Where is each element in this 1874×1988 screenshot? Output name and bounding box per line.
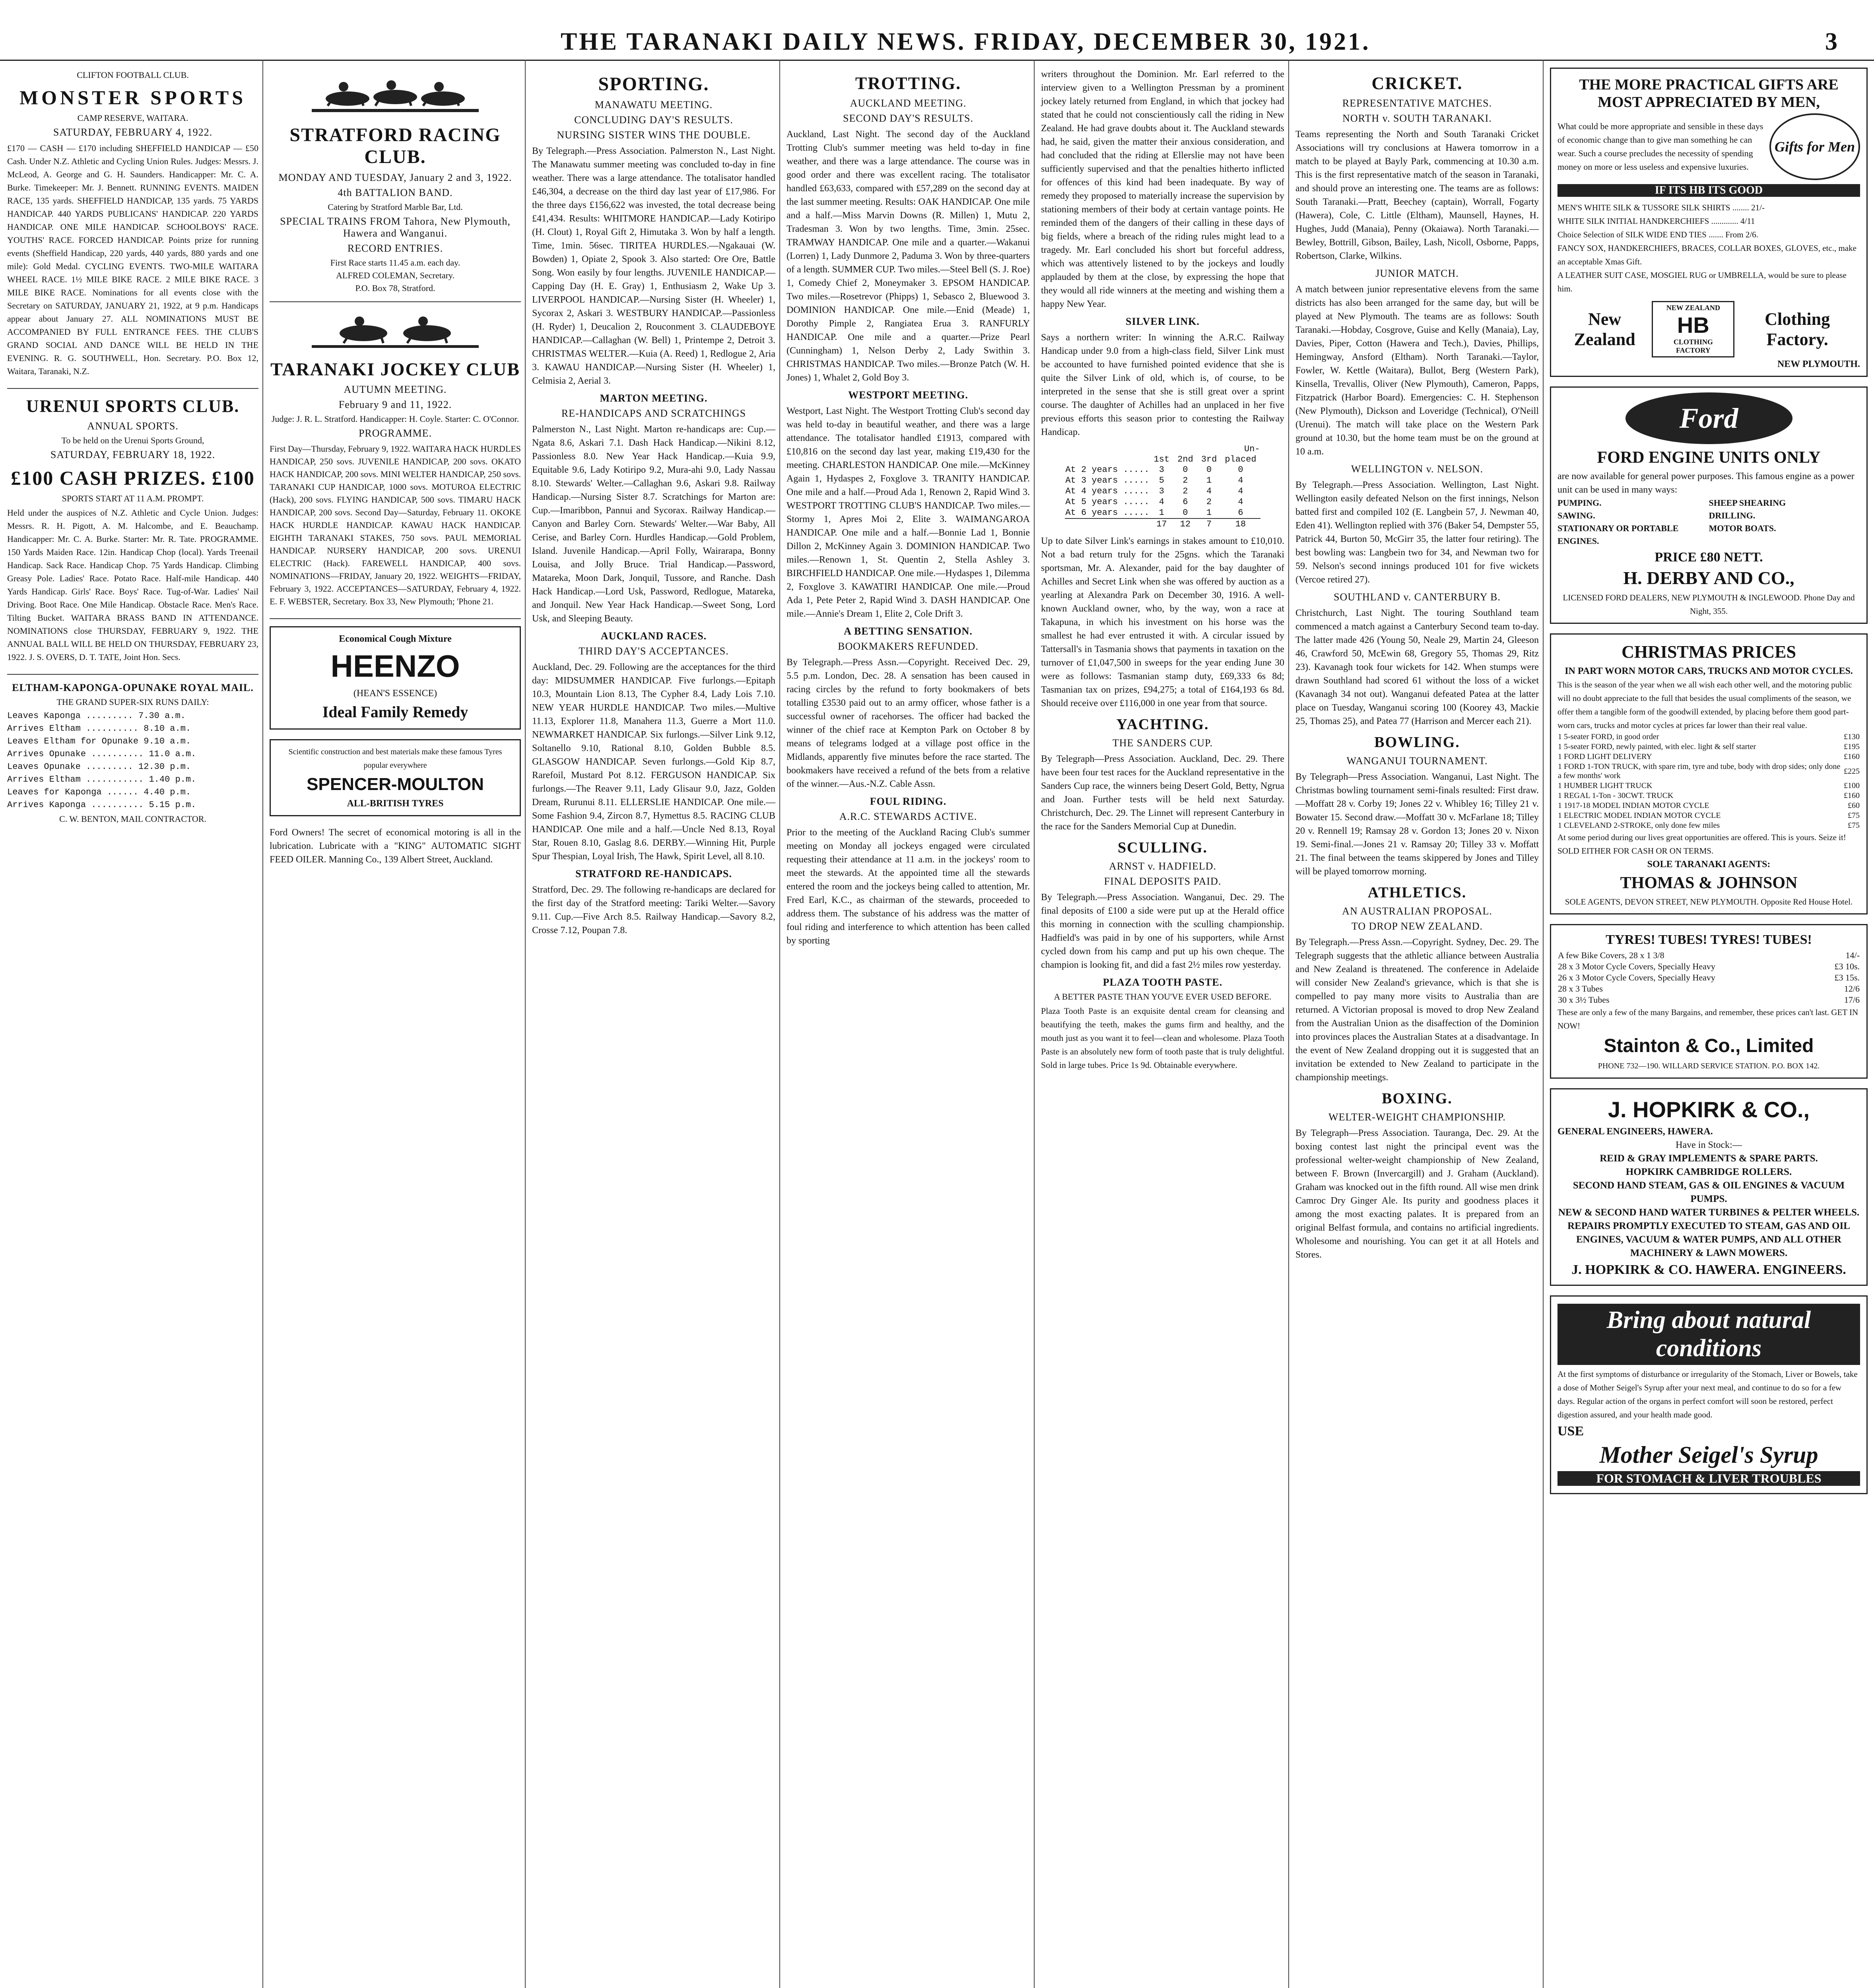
- article-body: By Telegraph—Press Association. Tauranga, Dec. 29. At the boxing contest last night the principal event was the professional welter-weight championship of New Zealand, between F. Brown (Invercargill) and J. Graham (Auckland). Graham was knocked out in the fifth round. All wise men drink Camroc Dry Ginger Ale. Its purity and goodness places it among the most exacting palates. It is prepared from an original Belfast formula, and contains no artificial ingredients. Wholesome and nourishing. You can get it at all Hotels and Stores.: [1295, 1128, 1539, 1260]
- timetable-row: Leaves Eltham for Opunake 9.10 a.m.: [7, 736, 191, 746]
- price-item: 1 HUMBER LIGHT TRUCK: [1558, 781, 1653, 790]
- table-header-cell: 3rd: [1201, 454, 1217, 464]
- column-3: [529, 60, 779, 1988]
- ad-firm: J. HOPKIRK & CO.,: [1608, 1097, 1810, 1122]
- article-body: By Telegraph.—Press Assn.—Copyright. Received Dec. 29, 5.5 p.m. London, Dec. 28. A sensation has been caused in racing circles by the refund to forty bookmakers of bets totalling £3530 paid out to an army officer, whose father is a successful owner of racehorses. The officer had backed the winner of the chief race at Kempton Park on October 8 by means of telegrams lodged at a village post office in the Midlands, apparently five minutes before the race started. The bookmakers have received a refund of the bets from a relative of the winner.—Aus.-N.Z. Cable Assn.: [786, 657, 1030, 789]
- column-rule: [1543, 60, 1544, 1988]
- price-list: [1557, 732, 1860, 831]
- brand-name: SPENCER-MOULTON: [307, 775, 484, 794]
- article-body: By Telegraph.—Press Assn.—Copyright. Sydney, Dec. 29. The Telegraph suggests that the athletic alliance between Australia and New Zealand is threatened. The conference in Adelaide will consider New Zealand's grievance, which is that she is compelled to pay many more visits to Australia than are returned. A Victorian proposal is moved to drop New Zealand from the Australian Union as the disaffection of the Dominion into provinces places the Australian States at a disadvantage. In the event of New Zealand dropping out it is suggested that an invitation be extended to New Zealand to participate in the championship meetings.: [1295, 937, 1539, 1083]
- column-2: [266, 60, 524, 1988]
- column-rule: [1034, 60, 1035, 1988]
- timetable-row: Arrives Opunake .......... 11.0 a.m.: [7, 749, 196, 759]
- ad-subtitle: AUTUMN MEETING.: [344, 384, 447, 395]
- ad-headline: TYRES! TUBES! TYRES! TUBES!: [1606, 932, 1812, 947]
- column-rule: [779, 60, 780, 1988]
- hb-logo-bottom: CLOTHING FACTORY: [1673, 338, 1713, 354]
- table-cell: 4: [1238, 476, 1243, 485]
- ad-start: SPORTS START AT 11 A.M. PROMPT.: [62, 493, 204, 503]
- table-cell: 7: [1206, 519, 1212, 529]
- ad-signature: C. W. BENTON, MAIL CONTRACTOR.: [59, 814, 206, 824]
- gifts-for-men-ad: [1550, 68, 1868, 377]
- article-heading: FOUL RIDING.: [870, 796, 947, 807]
- ad-item: A LEATHER SUIT CASE, MOSGIEL RUG or UMBRELLA, would be sure to please him.: [1557, 270, 1847, 293]
- ford-engine-ad: [1550, 386, 1868, 624]
- article-body: Says a northern writer: In winning the A.R.C. Railway Handicap under 9.0 from a high-class field, Silver Link must be accounted to have furnished pointed evidence that she is quite the Silver Link of old, which is, of course, to be interpreted in the sense that she is still great over a sprint course. The daughter of Achilles had an unplaced in her five previous efforts this season prior to contesting the Railway Handicap.: [1041, 332, 1284, 437]
- ford-logo: Ford: [1625, 392, 1792, 444]
- ad-footer-left: New Zealand: [1574, 309, 1635, 349]
- ad-subheadline: IN PART WORN MOTOR CARS, TRUCKS AND MOTOR CYCLES.: [1565, 666, 1853, 676]
- price-item: 30 x 3½ Tubes: [1558, 995, 1610, 1005]
- article-subheading: ARNST v. HADFIELD.: [1109, 860, 1217, 872]
- timetable-row: Arrives Eltham ........... 1.40 p.m.: [7, 775, 196, 784]
- table-header-cell: 1st: [1154, 454, 1170, 464]
- price-value: £3 10s.: [1834, 961, 1860, 971]
- horse-racing-illustration: [270, 309, 521, 353]
- christmas-prices-ad: [1550, 633, 1868, 914]
- brand-subtitle: ALL-BRITISH TYRES: [347, 798, 444, 809]
- article-body: Stratford, Dec. 29. The following re-handicaps are declared for the first day of the Stratford meeting: Tariki Welter.—Savory 9.11. Cup.—Five Arch 8.5. Railway Handicap.—Savory 8.2, Crosse 7.12, Poupan 7.8.: [532, 885, 775, 936]
- ad-title: URENUI SPORTS CLUB.: [26, 396, 240, 416]
- ford-use: SHEEP SHEARING: [1709, 498, 1786, 508]
- article-heading: WESTPORT MEETING.: [848, 389, 968, 401]
- table-cell: 0: [1183, 465, 1188, 475]
- horse-racing-illustration: [270, 71, 521, 118]
- table-cell: [1065, 518, 1150, 530]
- section-heading: CRICKET.: [1371, 74, 1463, 93]
- article-heading: SILVER LINK.: [1126, 316, 1200, 327]
- ad-date: SATURDAY, FEBRUARY 18, 1922.: [50, 449, 216, 460]
- column-6: [1292, 60, 1542, 1988]
- price-row: [1557, 950, 1860, 961]
- price-item: 1 FORD LIGHT DELIVERY: [1558, 752, 1652, 761]
- gifts-for-men-logo: Gifts for Men: [1769, 113, 1860, 180]
- urenui-sports-ad: [7, 396, 258, 675]
- price-item: 28 x 3 Motor Cycle Covers, Specially Heavy: [1558, 961, 1715, 971]
- ford-use: PUMPING.: [1557, 498, 1602, 508]
- article-subheading: AN AUSTRALIAN PROPOSAL.: [1342, 905, 1492, 917]
- royal-mail-ad: [7, 682, 258, 824]
- ad-price: PRICE £80 NETT.: [1655, 550, 1763, 565]
- ad-stock-label: Have in Stock:—: [1676, 1140, 1742, 1150]
- article-heading: MARTON MEETING.: [600, 392, 708, 404]
- price-value: £60: [1848, 801, 1860, 810]
- price-value: £160: [1844, 752, 1860, 761]
- article-body: writers throughout the Dominion. Mr. Earl referred to the interview given to a Wellington Pressman by a prominent jockey lately returned from England, in which that jockey had stated that he could not conscientiously call the riding in New Zealand. He had grave doubts about it. The Auckland stewards had, he said, given the matter their anxious consideration, and had concluded that the riding at Ellerslie may not have been sufficiently supervised and that the penalties hitherto inflicted for offences of this kind had been inadequate. By way of remedy they proposed to materially increase the supervision by stationing members of their body at certain vantage points. He reminded them of the dangers of their calling in these days of big fields, where a breach of the riding rules might lead to a tragedy. Mr. Earl concluded his short but forceful address, which was attentively listened to by the jockeys and loudly applauded by them at the close, by expressing the hope that they would all ride winners at the meeting and wishing them a happy New Year.: [1041, 69, 1284, 309]
- price-row: [1557, 762, 1860, 781]
- table-header-cell: 2nd: [1177, 454, 1193, 464]
- masthead: [0, 0, 1874, 61]
- table-cell: At 5 years .....: [1065, 497, 1150, 507]
- price-item: 1 CLEVELAND 2-STROKE, only done few miles: [1558, 821, 1720, 830]
- ad-tagline: Scientific construction and best materials make these famous Tyres popular everywhere: [288, 747, 502, 770]
- table-cell: 18: [1235, 519, 1246, 529]
- price-item: 28 x 3 Tubes: [1558, 984, 1603, 994]
- timetable-row: Arrives Eltham .......... 8.10 a.m.: [7, 724, 191, 734]
- section-heading: BOXING.: [1382, 1090, 1453, 1107]
- hopkirk-engineers-ad: [1550, 1088, 1868, 1286]
- price-row: [1557, 983, 1860, 994]
- price-value: £160: [1844, 791, 1860, 800]
- article-body: By Telegraph.—Press Association. Palmerston N., Last Night. The Manawatu summer meeting was concluded to-day in fine weather. There was a large attendance. The totalisator handled £46,304, a decrease on the third day last year of £17,986. For the three days £156,622 was invested, the total decrease being £41,434. Results: WHITMORE HANDICAP.—Lady Kotiripo (H. Clout) 1, Royal Gift 2, Himutaka 3. Won by half a length. Time, 1min. 56sec. TIRITEA HURDLES.—Ngakauai (W. Bowden) 1, Opiate 2, Spook 3. Also started: Ore Ore, Battle Song. Won easily by four lengths. JUVENILE HANDICAP.—Capping Day (H. E. Gray) 1, Enthusiasm 2, Wake Up 3. LIVERPOOL HANDICAP.—Nursing Sister (H. Wheeler) 1, Sycorax 2, Askari 3. WESTBURY HANDICAP.—Passionless (H. Ryder) 1, Deucalion 2, Rouconment 3. CLAUDEBOYE HANDICAP.—Callaghan (W. Bell) 1, Printempe 2, Detroit 3. CHRISTMAS WELTER.—Kuia (A. Reed) 1, Redlogue 2, Aria 3. KAWAU HANDICAP.—Nursing Sister (H. Wheeler) 1, Celmisia 2, Aerial 3.: [532, 146, 775, 386]
- table-cell: 4: [1159, 497, 1164, 507]
- timetable-row: Leaves for Kaponga ...... 4.40 p.m.: [7, 787, 191, 797]
- silver-link-record-table: [1065, 444, 1260, 530]
- ad-heading: CLIFTON FOOTBALL CLUB.: [77, 70, 189, 80]
- section-heading: SCULLING.: [1118, 839, 1208, 856]
- table-cell: At 3 years .....: [1065, 476, 1150, 485]
- ad-dealer-info: LICENSED FORD DEALERS, NEW PLYMOUTH & INGLEWOOD. Phone Day and Night, 355.: [1563, 593, 1855, 616]
- article-subheading: RE-HANDICAPS AND SCRATCHINGS: [561, 408, 746, 419]
- price-row: [1557, 994, 1860, 1006]
- ad-footer-right: Clothing Factory.: [1765, 309, 1830, 349]
- ad-footer: FOR STOMACH & LIVER TROUBLES: [1557, 1471, 1860, 1486]
- ad-dates: February 9 and 11, 1922.: [338, 399, 452, 410]
- ad-footer: PHONE 732—190. WILLARD SERVICE STATION. P.O. BOX 142.: [1598, 1062, 1820, 1070]
- table-cell: At 6 years .....: [1065, 508, 1150, 518]
- article-heading: A BETTING SENSATION.: [844, 625, 973, 637]
- section-heading: YACHTING.: [1116, 716, 1209, 733]
- article-body: Auckland, Dec. 29. Following are the acceptances for the third day: MIDSUMMER HANDICAP. Five furlongs.—Epitaph 10.3, Mountain Lion 8.13, The Cypher 8.4, Lady Lois 7.10. NEW YEAR HURDLE HANDICAP. Two miles.—Multive 11.13, Explorer 11.8, Manahera 11.3, Guerre a Mort 11.0. NEWMARKET HANDICAP. Six furlongs.—Silver Link 9.12, Soltanello 9.10, Rational 8.10, Golden Bubble 8.5. GLASGOW HANDICAP. Seven furlongs.—Gold Kip 8.7, Rarefoil, Mustard Pot 8.12. FERGUSON HANDICAP. Six furlongs.—The Reaver 9.11, Lady Glisaur 9.0, Jazz, Golden Dream, Rurunui 8.11. ELLERSLIE HANDICAP. One mile.—Some Fashion 9.4, Zircon 8.7, Hymettus 8.5. RACING CLUB HANDICAP. One mile and a half.—Uncle Ned 8.13, Royal Star, Rouen 8.10, Gaslag 8.6. DERBY.—Winning Hit, Purple Spur Thespian, Loyal Irish, The Hawk, Spirit Level, all 8.10.: [532, 662, 775, 862]
- table-header-cell: placed: [1225, 454, 1256, 464]
- table-row: [1065, 475, 1260, 486]
- article-subheading: SECOND DAY'S RESULTS.: [843, 113, 973, 124]
- article-body: Christchurch, Last Night. The touring Southland team commenced a match against a Canterbury Second team to-day. The latter made 426 (Young 50, Neale 29, Martin 24, Gleeson 46, Crawford 50, McEwin 68, Gregory 55, Thomas 29, Ritz 23). Kavanagh took four wickets for 142. When stumps were drawn Southland had scored 61 without the loss of a wicket (Kavanagh 34 not out). Wanganui defeated Patea at the latter place on Tuesday, Wanganui scoring 100 (Koorey 43, Mackie 25, Thomas 25), and Patea 77 (Harrison and Mercer each 21).: [1295, 608, 1539, 726]
- ad-dealer: H. DERBY AND CO.,: [1623, 568, 1794, 588]
- price-row: [1557, 801, 1860, 811]
- article-heading: STRATFORD RE-HANDICAPS.: [575, 868, 732, 879]
- ad-item: SECOND HAND STEAM, GAS & OIL ENGINES & VACUUM PUMPS.: [1573, 1180, 1845, 1204]
- article-body: Prior to the meeting of the Auckland Racing Club's summer meeting on Monday all jockeys engaged were circulated requesting their attendance at 11 a.m. in the jockeys' room to meet the stewards. At the appointed time all the stewards entered the room and the jockeys being called to attention, Mr. Fred Earl, K.C., as chairman of the stewards, proceeded to address them. The substance of his address was the matter of foul riding and interference to which attention has been called by sporting: [786, 827, 1030, 946]
- article-subheading: WANGANUI TOURNAMENT.: [1346, 755, 1488, 767]
- article-subheading: NURSING SISTER WINS THE DOUBLE.: [557, 129, 751, 141]
- table-cell: 2: [1183, 476, 1188, 485]
- article-heading: AUCKLAND RACES.: [600, 630, 707, 642]
- ad-trains: SPECIAL TRAINS FROM Tahora, New Plymouth, Hawera and Wanganui.: [280, 215, 511, 239]
- article-body: By Telegraph.—Press Association. Wanganui, Dec. 29. The final deposits of £100 a side were put up at the Herald office this morning in connection with the sculling championship. Hadfield's was paid in by one of his supporters, while Arnst cycled down from his camp and put up his own cheque. The champion is looking fit, and did a fast 2½ miles row yesterday.: [1041, 892, 1284, 970]
- table-cell: 2: [1206, 497, 1212, 507]
- table-cell: 1: [1206, 476, 1212, 485]
- ad-item: REID & GRAY IMPLEMENTS & SPARE PARTS.: [1600, 1153, 1818, 1164]
- tyre-price-list: [1557, 950, 1860, 1006]
- ad-body: This is the season of the year when we all wish each other well, and the motoring public will no doubt appreciate to the full that besides the usual compliments of the season, we offer them a tangible form of the goodwill extended, by placing before them good part-worn cars, trucks and motor cycles at prices far lower than their real value.: [1557, 680, 1852, 730]
- oiler-notice: Ford Owners! The secret of economical motoring is all in the lubrication. Lubricate with a "KING" AUTOMATIC SIGHT FEED OILER. Manning Co., 139 Albert Street, Auckland.: [270, 827, 521, 865]
- table-cell: 4: [1238, 497, 1243, 507]
- price-row: [1557, 742, 1860, 752]
- ad-firm: THOMAS & JOHNSON: [1620, 874, 1798, 892]
- ad-body: At the first symptoms of disturbance or irregularity of the Stomach, Liver or Bowels, take a dose of Mother Seigel's Syrup after your next meal, and continue to do so for a few days. Regular action of the organs in perfect comfort will soon be restored, perfect digestion assured, and your health made good.: [1557, 1369, 1858, 1419]
- ad-body: £170 — CASH — £170 including SHEFFIELD HANDICAP — £50 Cash. Under N.Z. Athletic and Cycling Union Rules. Judges: Messrs. J. McLeod, A. George and G. H. Saunders. Handicapper: Mr. C. A. Burke. Timekeeper: Mr. J. Bennett. RUNNING EVENTS. MAIDEN RACE, 135 yards. SHEFFIELD HANDICAP, 135 yards. 75 YARDS HANDICAP. 440 YARDS PUBLICANS' HANDICAP. 220 YARDS HANDICAP. ONE MILE HANDICAP. SCHOOLBOYS' RACE. YOUTHS' RACE. FORCED HANDICAP. Points prize for running events (Sheffield Handicap, 220 yards, 440 yards, 880 yards and one mile): Gold Medal. CYCLING EVENTS. TWO-MILE WAITARA WHEEL RACE. 1½ MILE BIKE RACE. 2 MILE BIKE RACE. 3 MILE BIKE RACE. Nominations for all events close with the Secretary on SATURDAY, JANUARY 21, 1922, at 9 p.m. Handicaps appear about January 27. ALL NOMINATIONS MUST BE ACCOMPANIED BY FULL ENTRANCE FEES. THE CLUB'S GRAND SOCIAL AND DANCE WILL BE HELD IN THE EVENING. R. G. SOUTHWELL, Hon. Secretary. P.O. Box 12, Waitara, Taranaki, N.Z.: [7, 143, 258, 376]
- price-row: [1557, 791, 1860, 801]
- ad-headline: FORD ENGINE UNITS ONLY: [1597, 448, 1821, 467]
- hb-logo-top: NEW ZEALAND: [1666, 304, 1720, 312]
- ad-town: NEW PLYMOUTH.: [1777, 359, 1860, 369]
- ad-note: At some period during our lives great opportunities are offered. This is yours. Seize it! SOLD EITHER FOR CASH OR ON TERMS.: [1557, 833, 1846, 856]
- price-item: A few Bike Covers, 28 x 1 3/8: [1558, 950, 1664, 960]
- price-value: £225: [1844, 767, 1860, 776]
- ad-note: These are only a few of the many Bargains, and remember, these prices can't last. GET IN NOW!: [1557, 1008, 1858, 1031]
- price-value: £195: [1844, 742, 1860, 751]
- table-cell: 17: [1156, 519, 1167, 529]
- price-row: [1557, 811, 1860, 821]
- ad-item: MEN'S WHITE SILK & TUSSORE SILK SHIRTS ........ 21/-: [1557, 203, 1765, 212]
- ad-first-race: First Race starts 11.45 a.m. each day.: [330, 258, 460, 268]
- column-rule: [262, 60, 263, 1988]
- article-body: By Telegraph—Press Association. Auckland, Dec. 29. There have been four test races for the Auckland representative in the Sanders Cup race, the winners being Desert Gold, Betty, Ngrua and Joan. Further tests will be held next Saturday. Christchurch, Dec. 29. The Linnet will represent Canterbury in the race for the Sanders Memorial Cup at Dunedin.: [1041, 754, 1284, 832]
- ad-banner: IF ITS HB ITS GOOD: [1557, 184, 1860, 197]
- price-value: £100: [1844, 781, 1860, 790]
- ford-use: DRILLING.: [1709, 511, 1756, 520]
- table-cell: 5: [1159, 476, 1164, 485]
- column-1: [4, 60, 262, 1988]
- article-heading: WELLINGTON v. NELSON.: [1351, 463, 1484, 475]
- ad-item: WHITE SILK INITIAL HANDKERCHIEFS ............. 4/11: [1557, 216, 1755, 226]
- ad-firm: Stainton & Co., Limited: [1604, 1035, 1814, 1056]
- article-subheading: A.R.C. STEWARDS ACTIVE.: [839, 811, 977, 822]
- table-cell: 1: [1206, 508, 1212, 518]
- column-4: [783, 60, 1033, 1988]
- price-row: [1557, 752, 1860, 762]
- article-body: Auckland, Last Night. The second day of the Auckland Trotting Club's summer meeting was held to-day in fine weather, and there was a large attendance. The course was in good order and there was excellent racing. The totalisator handled £63,633, compared with £57,289 on the second day at the last summer meeting. Results: OAK HANDICAP. One mile and a half.—Miss Marvin Downs (R. Millen) 1, Mutu 2, Tradesman 3. Won by two lengths. Time, 3min. 25sec. TRAMWAY HANDICAP. One mile and a quarter.—Wakanui (Lorren) 1, Lady Dunmore 2, Paduma 3. Won by three-quarters of a length. SUMMER CUP. Two miles.—Steel Bell (S. J. Roe) 1, Comedy Chief 2, Moneymaker 3. EPSOM HANDICAP. Two miles.—Rosetrevor (Phipps) 1, Sebasco 2, Bluewood 3. DOMINION HANDICAP. One mile.—Enid (Meade) 1, Dorothy Pimple 2, Rangiatea Erua 3. RANFURLY HANDICAP. One mile and a quarter.—Prize Pearl (Cunningham) 1, Nelson Derby 2, Lady Swithin 3. CHRISTMAS HANDICAP. Two miles.—Bronze Patch (W. H. Jones) 1, Whalet 2, Gold Boy 3.: [786, 129, 1030, 383]
- table-row: [1065, 464, 1260, 475]
- ad-prize: £100 CASH PRIZES. £100: [11, 467, 255, 489]
- section-heading: SPORTING.: [598, 74, 709, 95]
- price-item: 1 ELECTRIC MODEL INDIAN MOTOR CYCLE: [1558, 811, 1721, 820]
- ad-footer: J. HOPKIRK & CO. HAWERA. ENGINEERS.: [1571, 1262, 1846, 1277]
- article-body: By Telegraph—Press Association. Wanganui, Last Night. The Christmas bowling tournament semi-finals resulted: First draw.—Moffatt 28 v. Corby 19; Jones 22 v. Whibley 16; Tilley 21 v. Bowater 15. Second draw.—Moffatt 30 v. McFarlane 18; Tilley 20 v. Rennell 19; Ramsay 28 v. Gordon 13; Jones 20 v. Nixon 19. Semi-final.—Jones 21 v. Ramsay 20; Tilley 33 v. Moffatt 21. The final between the teams skippered by Jones and Tilley will be played tomorrow morning.: [1295, 772, 1539, 877]
- table-cell: 12: [1180, 519, 1191, 529]
- article-subheading: THE SANDERS CUP.: [1112, 737, 1213, 749]
- ad-programme-heading: PROGRAMME.: [358, 427, 432, 439]
- ad-title: MONSTER SPORTS: [19, 86, 247, 109]
- spencer-moulton-ad: [270, 739, 521, 816]
- ad-dates: MONDAY AND TUESDAY, January 2 and 3, 1922.: [278, 172, 512, 183]
- price-value: £75: [1848, 811, 1860, 820]
- ad-body: First Day—Thursday, February 9, 1922. WAITARA HACK HURDLES HANDICAP, 250 sovs. JUVENILE HANDICAP, 200 sovs. OKATO HACK HANDICAP, 200 sovs. MINI WELTER HANDICAP, 250 sovs. TARANAKI CUP HANDICAP, 1000 sovs. MOTUROA ELECTRIC (Hack), 200 sovs. FLYING HANDICAP, 500 sovs. TIMARU HACK HANDICAP, 200 sovs. Second Day—Saturday, February 11. OKOKE HACK HURDLE HANDICAP. KAWAU HACK HANDICAP. EIGHTH TARANAKI STAKES, 750 sovs. PAUL MEMORIAL HANDICAP. NURSERY HANDICAP, 200 sovs. URENUI ELECTRIC (Hack). FAREWELL HANDICAP, 400 sovs. NOMINATIONS—FRIDAY, January 20, 1922. WEIGHTS—FRIDAY, February 3, 1922. ACCEPTANCES—SATURDAY, February 4, 1922. E. F. WEBSTER, Secretary. Box 33, New Plymouth; 'Phone 21.: [270, 444, 521, 606]
- ad-secretary: ALFRED COLEMAN, Secretary.: [336, 270, 454, 280]
- clifton-sports-ad: [7, 70, 258, 389]
- page-number: 3: [1825, 28, 1837, 55]
- article-heading: SOUTHLAND v. CANTERBURY B.: [1334, 591, 1501, 603]
- price-value: 17/6: [1844, 995, 1860, 1005]
- table-caption: Un-: [1244, 444, 1260, 454]
- timetable-row: Leaves Kaponga ......... 7.30 a.m.: [7, 711, 186, 721]
- advert-heading: PLAZA TOOTH PASTE.: [1103, 977, 1223, 988]
- brand-slogan: Ideal Family Remedy: [322, 703, 468, 721]
- price-row: [1557, 961, 1860, 972]
- price-row: [1557, 821, 1860, 831]
- table-total-row: [1065, 518, 1260, 530]
- ad-item: NEW & SECOND HAND WATER TURBINES & PELTER WHEELS.: [1558, 1207, 1860, 1218]
- column-7: [1547, 60, 1871, 1988]
- article-body: By Telegraph.—Press Association. Wellington, Last Night. Wellington easily defeated Nelson on the first innings, Nelson batted first and compiled 102 (E. Langbein 57, J. Newman 40, Eden 41). Wellington replied with 376 (Baker 54, Dempster 55, Patrick 44, Burton 50, McGirr 35, the latter four retiring). The best bowling was: Langbein two for 34, and Newman two for 59. Nelson's second innings produced 101 for five wickets (Vercoe retired 27).: [1295, 480, 1539, 585]
- price-value: 14/-: [1845, 950, 1860, 960]
- article-body: Up to date Silver Link's earnings in stakes amount to £10,010. Not a bad return truly for the 25gns. which the Taranaki sportsman, Mr. A. Alexander, paid for the bay daughter of Achilles and Secret Link when she was offered by auction as a yearling at Alexandra Park on December 30, 1916. A well-known Auckland owner, who, by the way, won a race at Takapuna, in which his investment on his horse was the smallest he had ever entrusted it with. A circular issued by Tattersall's in Tasmania shows that payments in taxation on the turnover of £1,047,500 in sweeps for the year ending June 30 were as follows: Tasmanian stamp duty, £69,333 6s 8d; Tasmanian tax on prizes, £94,275; a total of £164,193 6s 8d. Should receive over £116,000 in one year from that source.: [1041, 536, 1284, 709]
- price-item: 1 5-seater FORD, in good order: [1558, 732, 1659, 741]
- article-subheading: CONCLUDING DAY'S RESULTS.: [574, 114, 733, 126]
- ad-headline: THE MORE PRACTICAL GIFTS ARE MOST APPRECIATED BY MEN,: [1579, 76, 1839, 111]
- ad-body: What could be more appropriate and sensible in these days of economic change than to give man something he can wear. Such a course precludes the necessity of spending money on more or less useless and expensive luxuries.: [1557, 121, 1763, 172]
- article-subheading: FINAL DEPOSITS PAID.: [1104, 876, 1221, 887]
- taranaki-jockey-club-ad: [270, 309, 521, 619]
- ad-title: ELTHAM-KAPONGA-OPUNAKE ROYAL MAIL.: [12, 682, 254, 693]
- article-heading: MANAWATU MEETING.: [594, 99, 713, 111]
- article-body: A match between junior representative elevens from the same districts has also been arranged for the same day, but will be played at New Plymouth. The teams are as follows: South Taranaki.—Hobday, Cosgrove, Guise and Kelly (Manaia), Lay, Davies, Piper, Cotton (Hawera and Tech.), Davies, Phillips, Hemingway, Ansford (Eltham). North Taranaki.—Taylor, Fowler, W. Kettle (Waitara), Bullot, Berg (Western Park), Kinsella, Trevallis, Oliver (New Plymouth), Cameron, Papps, Fitzpatrick (Harbor Board). Emergencies: C. H. Stephenson (New Plymouth), Dickson and Loveridge (Technical), O'Neill (Urenui). The match will take place on the Western Park ground at 10.30, but the home team must be on the ground at 10 a.m.: [1295, 284, 1539, 457]
- ad-brand: Mother Seigel's Syrup: [1599, 1442, 1818, 1468]
- table-cell: 3: [1159, 465, 1164, 475]
- section-heading: TROTTING.: [855, 74, 961, 93]
- stainton-tyres-ad: [1550, 924, 1868, 1079]
- ad-body: are now available for general power purposes. This famous engine as a power unit can be used in many ways:: [1557, 471, 1855, 495]
- table-cell: 2: [1183, 486, 1188, 496]
- article-subheading: BOOKMAKERS REFUNDED.: [838, 641, 979, 652]
- price-item: 1 1917-18 MODEL INDIAN MOTOR CYCLE: [1558, 801, 1709, 810]
- ad-catering: Catering by Stratford Marble Bar, Ltd.: [328, 202, 463, 212]
- ad-date: SATURDAY, FEBRUARY 4, 1922.: [53, 126, 213, 138]
- column-5: [1038, 60, 1288, 1988]
- article-subheading: WELTER-WEIGHT CHAMPIONSHIP.: [1328, 1111, 1506, 1123]
- ad-subtitle: ANNUAL SPORTS.: [87, 420, 179, 432]
- hb-logo-mark: HB: [1677, 313, 1709, 338]
- ad-subheadline: GENERAL ENGINEERS, HAWERA.: [1557, 1126, 1713, 1137]
- newspaper-title: THE TARANAKI DAILY NEWS. FRIDAY, DECEMBER 30, 1921.: [561, 28, 1371, 55]
- column-rule: [525, 60, 526, 1988]
- article-heading: REPRESENTATIVE MATCHES.: [1342, 97, 1492, 109]
- ford-use: MOTOR BOATS.: [1709, 523, 1776, 533]
- ford-use: SAWING.: [1557, 511, 1595, 520]
- price-row: [1557, 732, 1860, 742]
- price-value: 12/6: [1844, 984, 1860, 994]
- table-cell: 0: [1183, 508, 1188, 518]
- table-row: [1065, 497, 1260, 507]
- article-subheading: THIRD DAY'S ACCEPTANCES.: [579, 645, 729, 657]
- ad-use-label: USE: [1557, 1424, 1584, 1439]
- price-value: £130: [1844, 732, 1860, 741]
- heenzo-ad: [270, 626, 521, 730]
- brand-subtitle: (HEAN'S ESSENCE): [353, 688, 437, 699]
- price-item: 1 5-seater FORD, newly painted, with elec. light & self starter: [1558, 742, 1756, 751]
- article-subheading: NORTH v. SOUTH TARANAKI.: [1342, 113, 1492, 124]
- section-heading: ATHLETICS.: [1367, 884, 1467, 901]
- ad-address: SOLE AGENTS, DEVON STREET, NEW PLYMOUTH. Opposite Red House Hotel.: [1565, 897, 1853, 907]
- ad-item: Choice Selection of SILK WIDE END TIES ....... From 2/6.: [1557, 230, 1758, 239]
- ad-item: REPAIRS PROMPTLY EXECUTED TO STEAM, GAS AND OIL ENGINES, VACUUM & WATER PUMPS, AND ALL OTHER MACHINERY & LAWN MOWERS.: [1567, 1221, 1850, 1258]
- table-cell: 0: [1238, 465, 1243, 475]
- timetable-row: Arrives Kaponga .......... 5.15 p.m.: [7, 800, 196, 810]
- section-heading: BOWLING.: [1374, 734, 1460, 751]
- table-cell: 1: [1159, 508, 1164, 518]
- ford-use: STATIONARY OR PORTABLE ENGINES.: [1557, 523, 1679, 546]
- ad-headline: CHRISTMAS PRICES: [1622, 642, 1796, 662]
- ad-address: P.O. Box 78, Stratford.: [355, 283, 435, 293]
- price-item: 1 REGAL 1-Ton - 30CWT. TRUCK: [1558, 791, 1674, 800]
- mother-seigels-syrup-ad: [1550, 1295, 1868, 1494]
- table-row: [1065, 486, 1260, 497]
- article-body: Palmerston N., Last Night. Marton re-handicaps are: Cup.—Ngata 8.6, Askari 7.1. Dash Hack Handicap.—Nikini 8.12, Passionless 8.0. New Year Hack Handicap.—Kuia 9.9, Equitable 9.6, Lady Kotiripo 9.2, Mura-ahi 9.0, Lady Nassau 8.10. Stewards' Welter.—Callaghan 9.6, Askari 9.8. Railway Handicap.—Nursing Sister 8.7. Scratchings for Marton are: Cup.—Imaribbon, Pannui and Sycorax. Railway Handicap.—Canyon and Barley Corn. Stewards' Welter.—War Baby, All Cerise, and Barley Corn. Hurdles Handicap.—Gold Problem, Island. Juvenile Handicap.—April Folly, Wairarapa, Bonny Louisa, and Jolly Bruce. Trial Handicap.—Password, Matareka, Moon Dark, Jonquil, Tussore, and Ranche. Dash Hack Handicap.—Lord Usk, Password, Redlogue, Matareka, and Jonquil. New Year Hack Handicap.—Sweet Song, Lord Usk, and Sleeping Beauty.: [532, 424, 775, 624]
- table-cell: 0: [1206, 465, 1212, 475]
- price-value: £3 15s.: [1834, 973, 1860, 982]
- price-row: [1557, 972, 1860, 983]
- table-cell: At 2 years .....: [1065, 465, 1150, 475]
- table-cell: 6: [1183, 497, 1188, 507]
- ad-records: RECORD ENTRIES.: [347, 243, 443, 254]
- advert-subheading: A BETTER PASTE THAN YOU'VE EVER USED BEFORE.: [1054, 992, 1272, 1002]
- ad-title: STRATFORD RACING CLUB.: [289, 124, 501, 167]
- article-body: Westport, Last Night. The Westport Trotting Club's second day was held to-day in beautiful weather, and there was a large attendance. The totalisator handled £1913, compared with £10,816 on the second day last year, making £19,430 for the meeting. CHARLESTON HANDICAP. One mile.—McKinney Again 1, Hydaspes 2, Foxglove 3. TRANITY HANDICAP. One mile and a half.—Proud Ada 1, Renown 2, Rapid Wind 3. WESTPORT TROTTING CLUB'S HANDICAP. Two miles.—Stormy 1, Apres Moi 2, Elite 3. WAIMANGAROA HANDICAP. One mile and a half.—Bonnie Lad 1, Bonnie Dillon 2, McKinney Again 3. DOMINION HANDICAP. Two miles.—Renown 1, St. Quentin 2, Stella Ashley 3. BIRCHFIELD HANDICAP. One mile.—Hydaspes 1, Dilemma 2, Foxglove 3. KAWATIRI HANDICAP. One mile.—Proud Ada 1, Pete Peter 2, Rapid Wind 3. DASH HANDICAP. One mile.—Annie's Dream 1, Elite 2, Cole Drift 3.: [786, 406, 1030, 619]
- price-item: 1 FORD 1-TON TRUCK, with spare rim, tyre and tube, body with drop sides; only done a few months' work: [1558, 762, 1841, 780]
- table-cell: 3: [1159, 486, 1164, 496]
- price-row: [1557, 781, 1860, 791]
- column-rule: [1288, 60, 1289, 1988]
- brand-name: HEENZO: [330, 648, 460, 683]
- table-row: [1065, 507, 1260, 518]
- hb-logo: [1652, 301, 1734, 357]
- ad-headline: Bring about natural conditions: [1557, 1304, 1860, 1365]
- ad-venue: CAMP RESERVE, WAITARA.: [77, 113, 188, 123]
- table-cell: 6: [1238, 508, 1243, 518]
- ad-officials: Judge: J. R. L. Stratford. Handicapper: H. Coyle. Starter: C. O'Connor.: [271, 414, 519, 424]
- ad-title: TARANAKI JOCKEY CLUB: [270, 359, 520, 379]
- article-heading: AUCKLAND MEETING.: [850, 97, 967, 109]
- ad-subtitle: THE GRAND SUPER-SIX RUNS DAILY:: [56, 697, 209, 707]
- article-heading: JUNIOR MATCH.: [1375, 268, 1459, 279]
- article-subheading: TO DROP NEW ZEALAND.: [1351, 920, 1483, 932]
- ad-note: To be held on the Urenui Sports Ground,: [61, 435, 204, 445]
- ad-body: Held under the auspices of N.Z. Athletic and Cycle Union. Judges: Messrs. R. H. Pigott, A. M. Halcombe, and E. Beauchamp. Handicapper: Mr. C. A. Burke. Starter: Mr. R. Tate. PROGRAMME. 150 Yards Maiden Race. 12in. Handicap Chop (local). Yards Treenail Handicap. Sack Race. Handicap Chop. 75 Yards Handicap. Climbing Greasy Pole. Ladies' Race. Potato Race. Half-mile Handicap. 440 Yards Handicap. Girls' Race. Boys' Race. Tug-of-War. Ladies' Nail Driving. Boot Race. One Mile Handicap. Obstacle Race. Men's Race. Tilting Bucket. WAITARA BRASS BAND IN ATTENDANCE. NOMINATIONS close THURSDAY, FEBRUARY 9, 1922. THE ANNUAL BALL WILL BE HELD ON THURSDAY, FEBRUARY 23, 1922. J. S. OVERS, D. T. TATE, Joint Hon. Secs.: [7, 508, 258, 662]
- table-header-cell: [1065, 454, 1150, 464]
- price-value: £75: [1848, 821, 1860, 830]
- ad-agents-label: SOLE TARANAKI AGENTS:: [1647, 859, 1771, 870]
- stratford-racing-ad: [270, 71, 521, 302]
- timetable-row: Leaves Opunake ......... 12.30 p.m.: [7, 762, 191, 772]
- ad-band: 4th BATTALION BAND.: [338, 187, 453, 198]
- price-item: 26 x 3 Motor Cycle Covers, Specially Heavy: [1558, 973, 1715, 982]
- advert-body: Plaza Tooth Paste is an exquisite dental cream for cleansing and beautifying the teeth, makes the gums firm and healthy, and the mouth just as you want it to feel—clean and wholesome. Plaza Tooth Paste is an absolutely new form of tooth paste that is truly delightful. Sold in large tubes. Price 1s 9d. Obtainable everywhere.: [1041, 1006, 1284, 1070]
- ad-tagline: Economical Cough Mixture: [339, 634, 452, 644]
- table-cell: At 4 years .....: [1065, 486, 1150, 496]
- ad-item: FANCY SOX, HANDKERCHIEFS, BRACES, COLLAR BOXES, GLOVES, etc., make an acceptable Xmas Gift.: [1557, 243, 1857, 266]
- ad-item: HOPKIRK CAMBRIDGE ROLLERS.: [1625, 1167, 1792, 1177]
- table-cell: 4: [1238, 486, 1243, 496]
- article-body: Teams representing the North and South Taranaki Cricket Associations will try conclusions at Hawera tomorrow in a match to be played at Bayly Park, commencing at 10.30 a.m. This is the first representative match of the season in Taranaki, and should prove an interesting one. The teams are as follows: South Taranaki.—Pratt, Beechey (captain), Worrall, Fogarty (Hawera), Cole, C. Little (Eltham), Maunsell, Haynes, H. Hughes, Judd (Manaia), Penny (Okaiawa). North Taranaki.—Bewley, Bottrill, Gibson, Bailey, Lash, Nicoll, Osborne, Papps, Robertson, Clarke, Wilkins.: [1295, 129, 1539, 261]
- table-cell: 4: [1206, 486, 1212, 496]
